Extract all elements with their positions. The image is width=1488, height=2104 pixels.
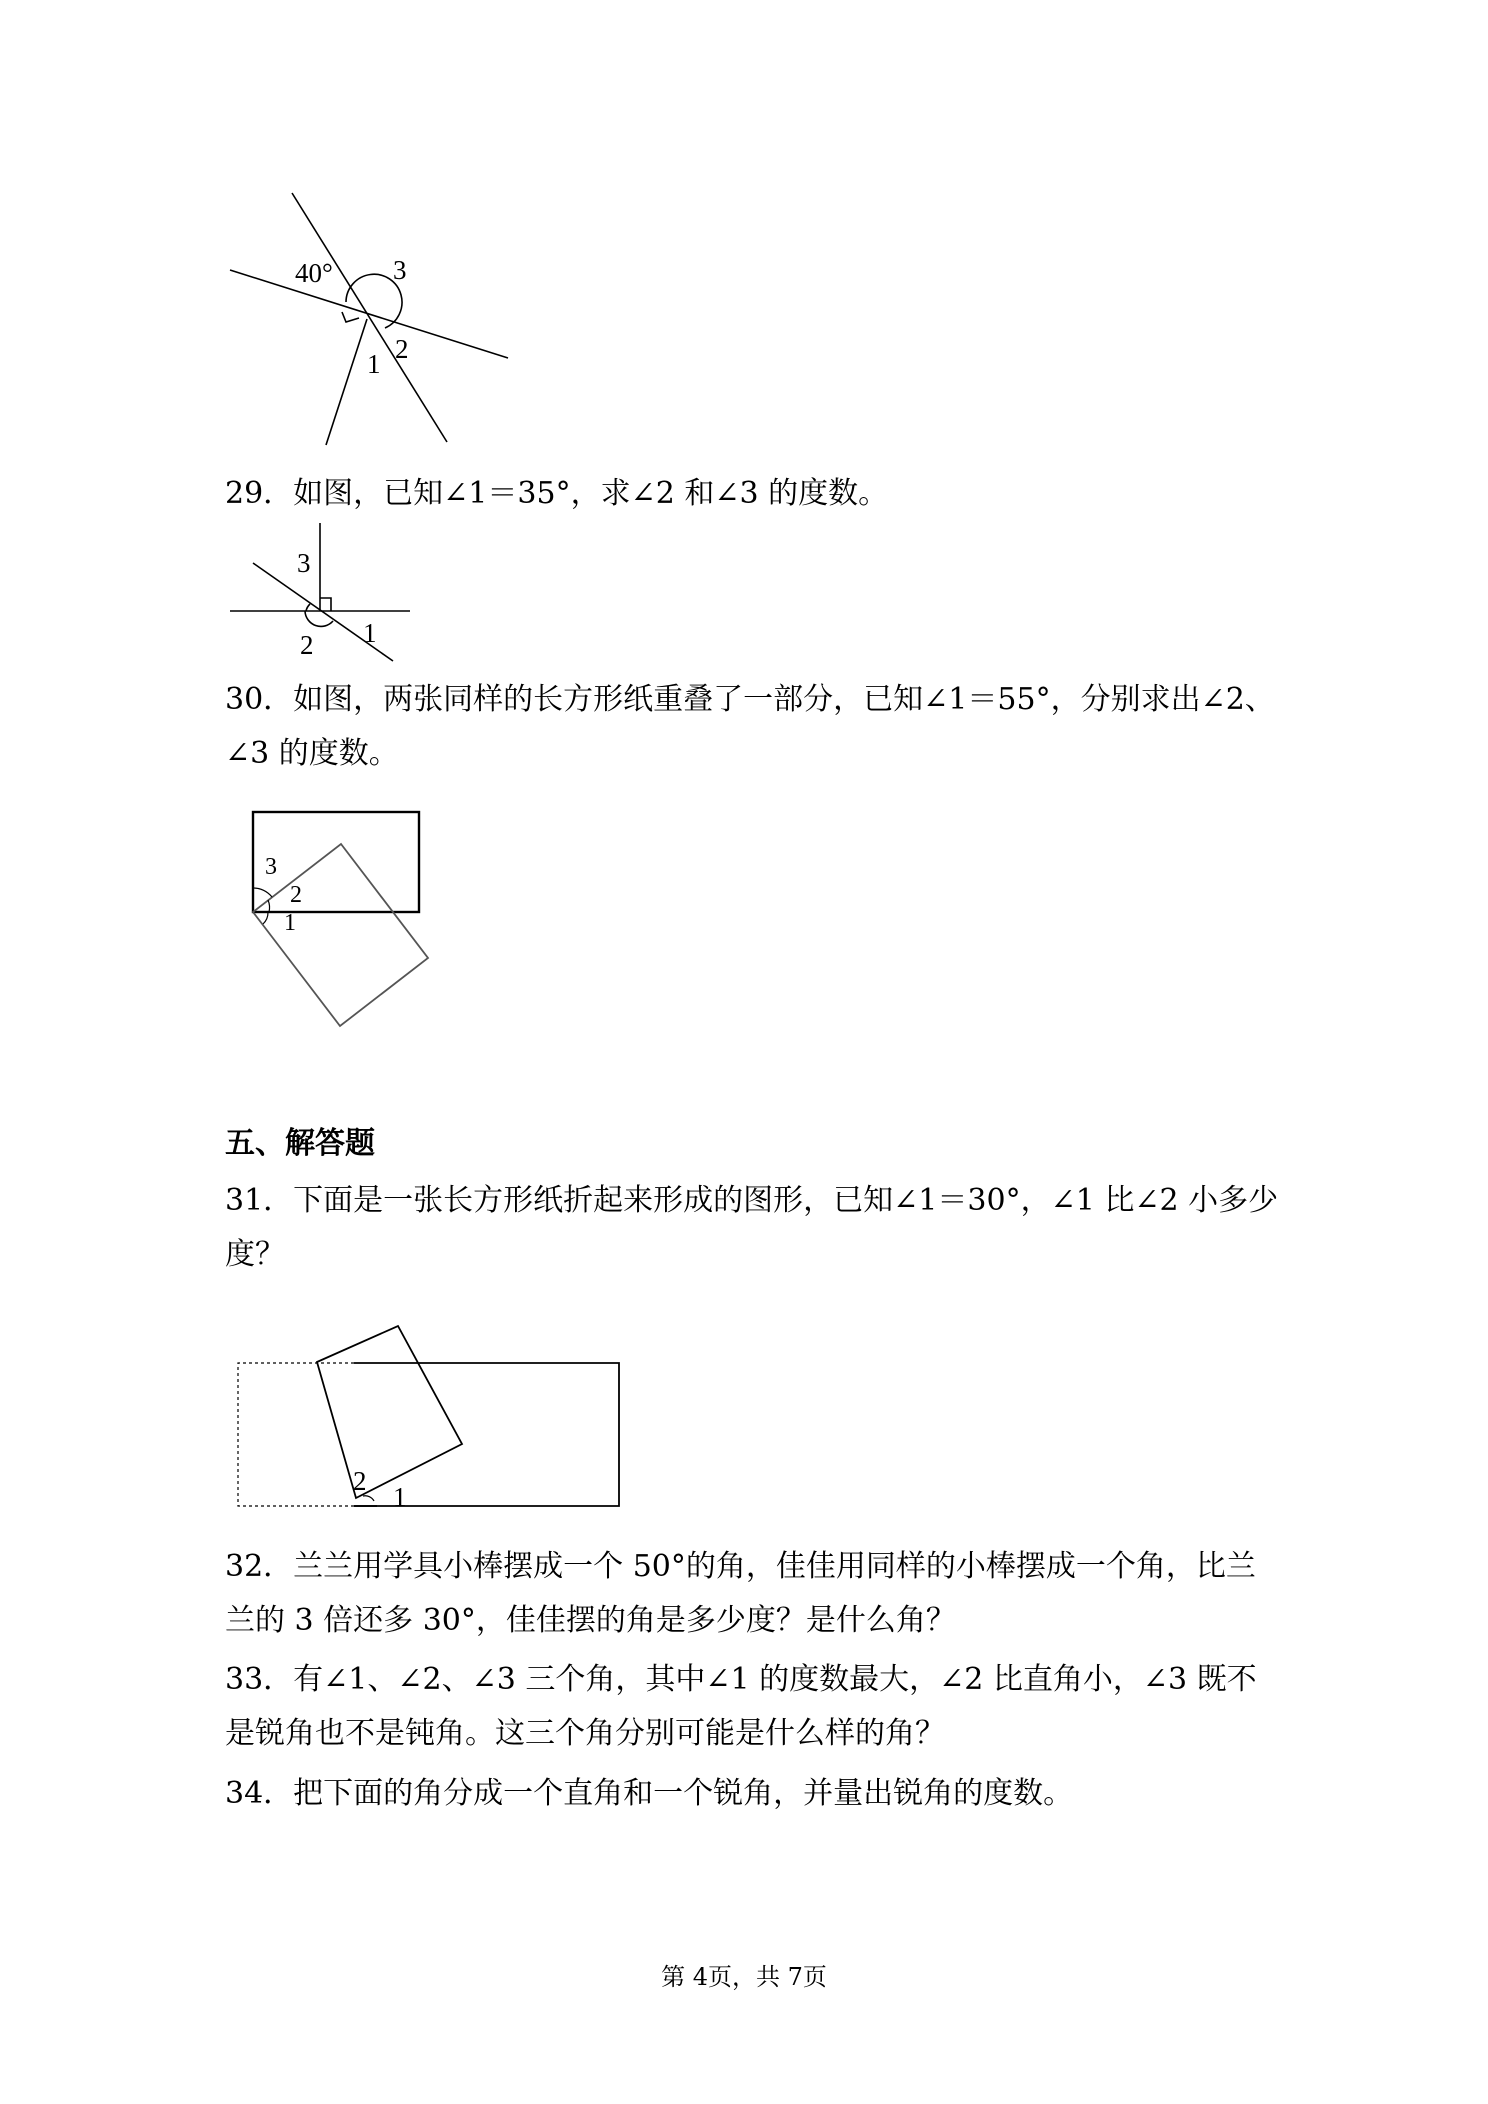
line-horizontal <box>230 270 508 358</box>
page-footer: 第 4页，共 7页 <box>661 1963 827 1991</box>
rectangle-overlap <box>253 844 428 1026</box>
label-3: 3 <box>393 255 407 285</box>
folded-part-outline <box>238 1363 354 1506</box>
line-steep <box>292 193 447 442</box>
label-1: 1 <box>367 349 381 379</box>
angle-arc-2 <box>268 900 270 912</box>
label-2: 2 <box>353 1466 367 1496</box>
label-2: 2 <box>300 630 314 660</box>
label-1: 1 <box>393 1482 407 1512</box>
label-2: 2 <box>290 882 302 908</box>
question-29: 29．如图，已知∠1＝35°，求∠2 和∠3 的度数。 <box>225 476 889 511</box>
rectangle-top <box>253 812 419 912</box>
label-2: 2 <box>395 334 409 364</box>
question-32: 32．兰兰用学具小棒摆成一个 50°的角，佳佳用同样的小棒摆成一个角，比兰兰的 3 倍还多 30°，佳佳摆的角是多少度？是什么角？ <box>225 1549 1256 1638</box>
figure-31 <box>230 1310 630 1520</box>
label-1: 1 <box>284 910 296 936</box>
folded-flap <box>317 1326 462 1498</box>
question-33: 33．有∠1、∠2、∠3 三个角，其中∠1 的度数最大，∠2 比直角小，∠3 既不是锐角也不是钝角。这三个角分别可能是什么样的角？ <box>225 1662 1257 1751</box>
right-angle-mark <box>342 312 359 322</box>
question-31: 31．下面是一张长方形纸折起来形成的图形，已知∠1＝30°，∠1 比∠2 小多少度？ <box>225 1183 1279 1272</box>
label-3: 3 <box>265 854 277 880</box>
figure-30 <box>240 800 440 1050</box>
figure-29 <box>220 518 420 668</box>
label-40: 40° <box>295 258 333 288</box>
right-angle-mark <box>320 598 331 611</box>
figure-intersecting-lines <box>220 190 520 450</box>
line-down-left <box>326 319 367 445</box>
label-1: 1 <box>363 618 377 648</box>
question-30: 30．如图，两张同样的长方形纸重叠了一部分，已知∠1＝55°，分别求出∠2、∠3 的度数。 <box>225 682 1275 771</box>
angle-arc <box>306 604 310 611</box>
question-34: 34．把下面的角分成一个直角和一个锐角，并量出锐角的度数。 <box>225 1776 1074 1811</box>
angle-arc-3 <box>253 888 272 897</box>
angle-arc-1 <box>263 912 268 924</box>
section-heading: 五、解答题 <box>225 1126 375 1161</box>
angle-arc-2 <box>305 611 333 626</box>
label-3: 3 <box>297 548 311 578</box>
angle-arc <box>363 1496 374 1501</box>
